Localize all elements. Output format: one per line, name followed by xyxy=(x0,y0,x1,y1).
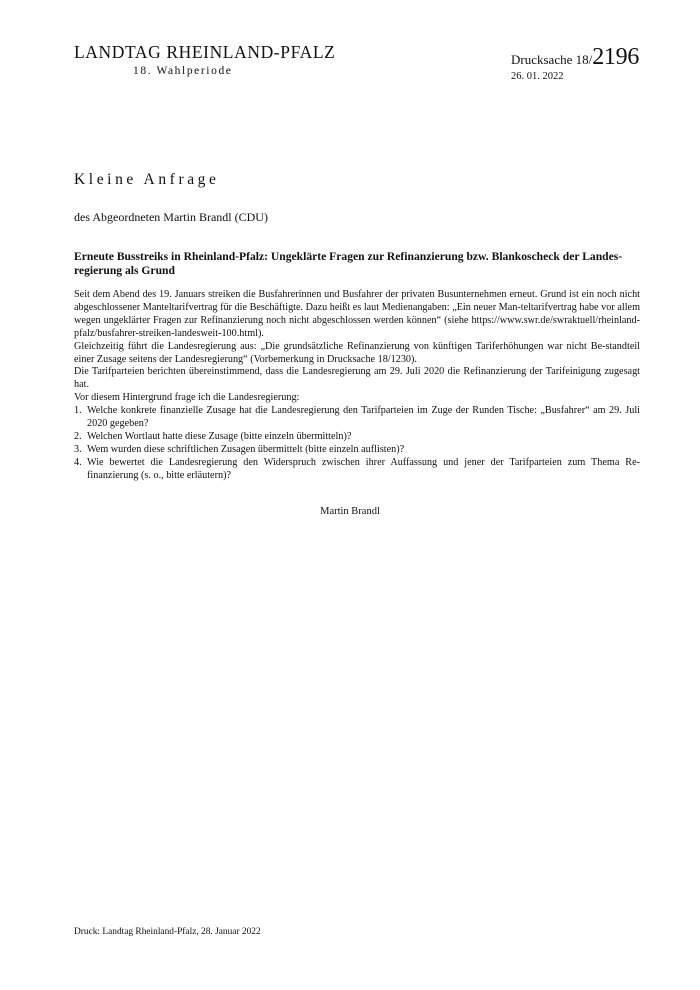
paragraph: Vor diesem Hintergrund frage ich die Landesregierung: xyxy=(74,392,300,404)
author-line: des Abgeordneten Martin Brandl (CDU) xyxy=(74,210,268,224)
document-title: Erneute Busstreiks in Rheinland-Pfalz: Ungeklärte Fragen zur Refinanzierung bzw. Blankoscheck der Landes-regierung als Grund xyxy=(74,250,623,277)
document-body xyxy=(74,289,640,483)
parliament-header xyxy=(74,42,335,78)
question-number: 4. xyxy=(74,456,82,468)
question-text: Wem wurden diese schriftlichen Zusagen übermittelt (bitte einzeln auflisten)? xyxy=(87,443,405,455)
paragraph: Seit dem Abend des 19. Januars streiken die Busfahrerinnen und Busfahrer der privaten Busunternehmen erneut. Grund ist ein noch nicht abgeschlossener Manteltarifvertrag für die Beschäftigte. Dazu heißt es laut Medienangaben: „Ein neuer Man-teltarifvertrag habe vor allem wegen ungeklärter Fragen zur Refinanzierung noch nicht abgeschlossen werden können“ (siehe https://www.swr.de/swraktuell/rheinland-pfalz/busfahrer-streiken-landesweit-100.html). xyxy=(74,289,640,339)
question-number: 1. xyxy=(74,405,82,417)
document-date: 26. 01. 2022 xyxy=(511,71,564,82)
drucksache-block xyxy=(511,45,639,83)
paragraph: Die Tarifparteien berichten übereinstimmend, dass die Landesregierung am 29. Juli 2020 die Refinanzierung der Tarifeinigung zugesagt hat. xyxy=(74,366,640,391)
signature: Martin Brandl xyxy=(320,506,380,517)
question-number: 2. xyxy=(74,430,82,442)
paragraph: Gleichzeitig führt die Landesregierung aus: „Die grundsätzliche Refinanzierung von künftigen Tariferhöhungen war nicht Be-standteil einer Zusage seitens der Landesregierung“ (Vorbemerkung in Drucksache 18/1230). xyxy=(74,340,640,365)
print-footer: Druck: Landtag Rheinland-Pfalz, 28. Januar 2022 xyxy=(74,927,261,937)
question-text: Wie bewertet die Landesregierung den Widerspruch zwischen ihrer Auffassung und jener der Tarifparteien zum Thema Re-finanzierung (s. o., bitte erläutern)? xyxy=(87,456,640,481)
document-type: Kleine Anfrage xyxy=(74,171,220,188)
question-number: 3. xyxy=(74,443,82,455)
question-text: Welchen Wortlaut hatte diese Zusage (bitte einzeln übermitteln)? xyxy=(87,430,352,442)
legislative-period: 18. Wahlperiode xyxy=(133,65,233,77)
parliament-name: LANDTAG RHEINLAND-PFALZ xyxy=(74,42,336,62)
question-text: Welche konkrete finanzielle Zusage hat die Landesregierung den Tarifparteien im Zuge der Runden Tische: „Busfahrer“ am 29. Juli 2020 gegeben? xyxy=(87,405,640,430)
question-item xyxy=(74,405,640,431)
question-item xyxy=(74,457,640,483)
question-list xyxy=(74,405,640,482)
question-item xyxy=(74,431,640,444)
question-item xyxy=(74,444,640,457)
drucksache-label: Drucksache 18/ xyxy=(511,52,593,67)
drucksache-number: 2196 xyxy=(592,44,640,70)
drucksache-line xyxy=(511,45,639,72)
